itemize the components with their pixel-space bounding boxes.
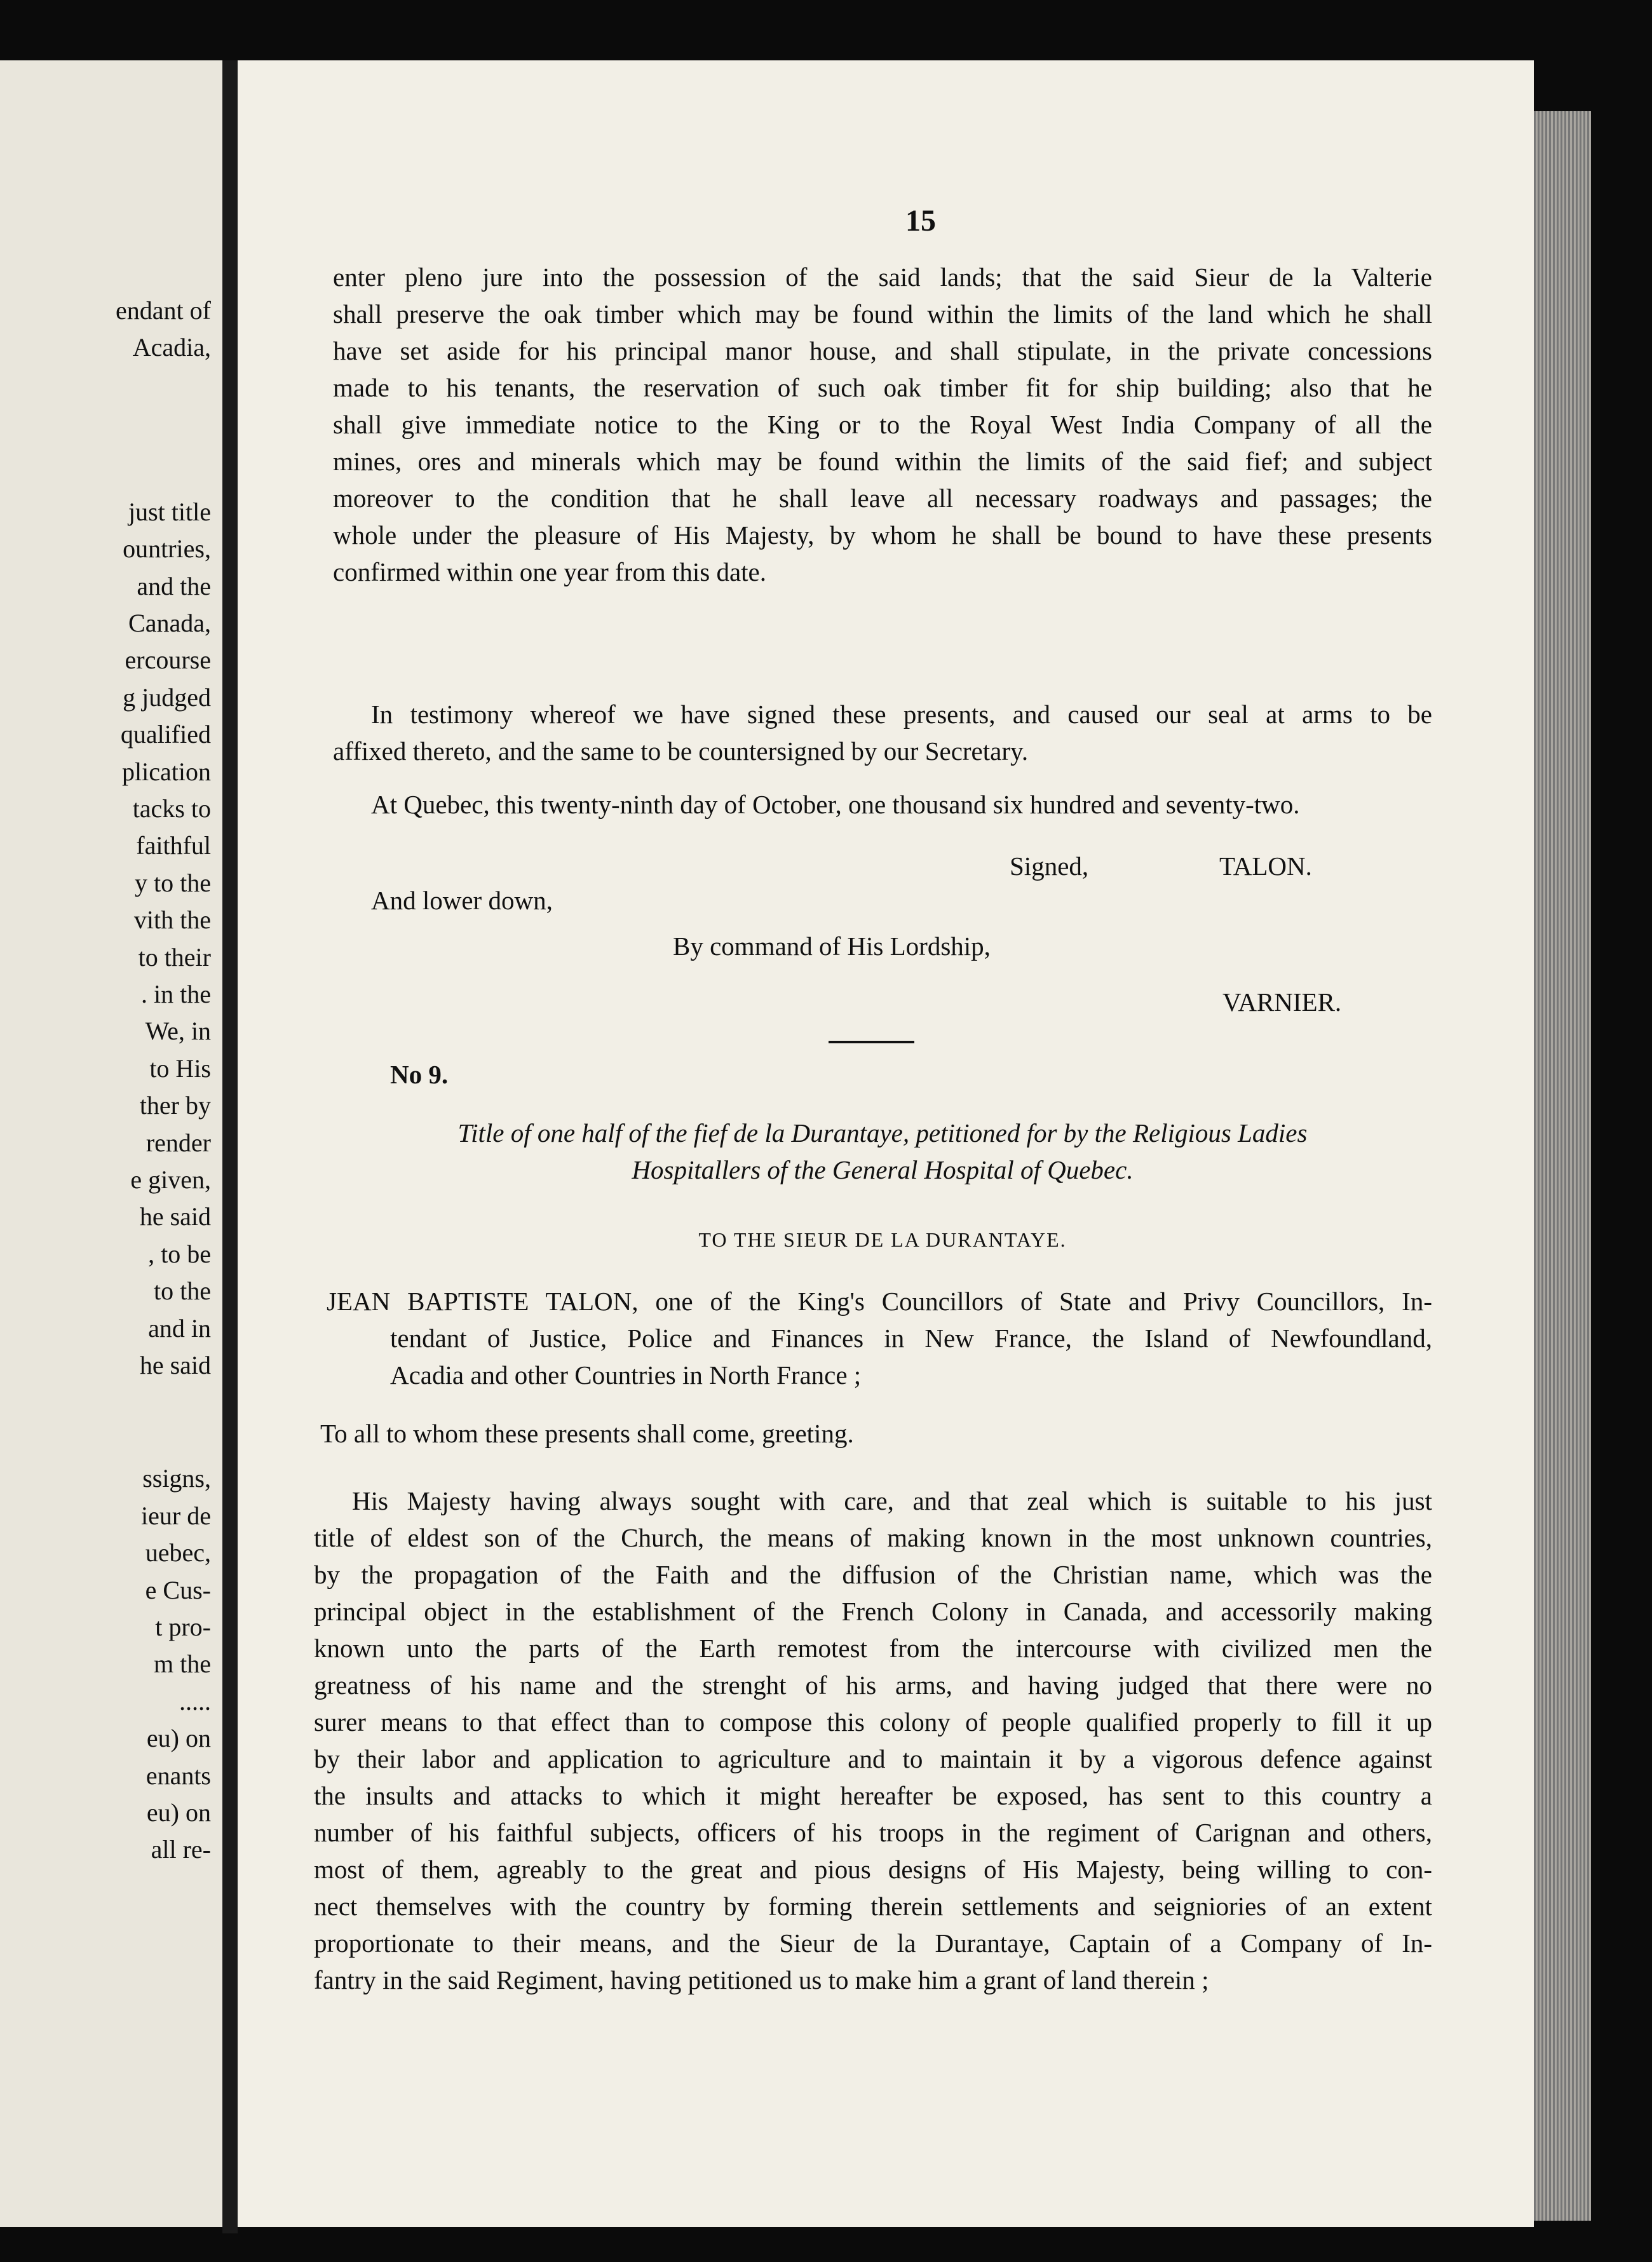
title-line: Hospitallers of the General Hospital of Quebec. [632, 1155, 1134, 1184]
by-command-label: By command of His Lordship, [673, 931, 991, 961]
text-line: shall give immediate notice to the King or to the Royal West India Company of all the [333, 410, 1432, 439]
secretary-name: VARNIER. [1222, 987, 1342, 1017]
text-line: title of eldest son of the Church, the means of making known in the most unknown countries, [314, 1523, 1432, 1552]
facing-page-fragment: render [146, 1128, 211, 1157]
text-line: known unto the parts of the Earth remotest from the intercourse with civilized men the [314, 1634, 1432, 1663]
text-line: moreover to the condition that he shall leave all necessary roadways and passages; the [333, 484, 1432, 513]
facing-page-fragment: e Cus- [145, 1575, 211, 1604]
facing-page-fragment: ssigns, [142, 1464, 211, 1493]
text-line: mines, ores and minerals which may be found within the limits of the said fief; and subject [333, 447, 1432, 476]
facing-page-fragment: qualified [120, 720, 211, 749]
text-line: whole under the pleasure of His Majesty, by whom he shall be bound to have these presents [333, 520, 1432, 550]
document-page [238, 60, 1534, 2227]
text-line: nect themselves with the country by forming therein settlements and seigniories of an extent [314, 1892, 1432, 1921]
facing-page-fragment: Acadia, [132, 333, 211, 362]
facing-page-fragment: e given, [130, 1165, 211, 1194]
facing-page-fragment: . in the [141, 980, 211, 1008]
facing-page-fragment: and the [137, 571, 211, 600]
page-fore-edge [1534, 111, 1591, 2221]
text-line: the insults and attacks to which it might hereafter be exposed, has sent to this country a [314, 1781, 1432, 1810]
facing-page-fragment: t pro- [155, 1613, 211, 1641]
body-paragraph [314, 1482, 1432, 1998]
facing-page-fragment: ountries, [123, 534, 211, 564]
text-line: by the propagation of the Faith and the diffusion of the Christian name, which was the [314, 1560, 1432, 1589]
facing-page-fragment: vith the [133, 905, 211, 935]
text-line: His Majesty having always sought with care, and that zeal which is suitable to his just [352, 1486, 1432, 1515]
text-line: greatness of his name and the strenght of his arms, and having judged that there were no [314, 1670, 1432, 1700]
facing-page-fragment: m the [154, 1649, 211, 1679]
facing-page-fragment: eu) on [146, 1798, 211, 1827]
facing-page-fragment: endant of [116, 296, 211, 325]
text-line: number of his faithful subjects, officers of his troops in the regiment of Carignan and others, [314, 1818, 1432, 1847]
facing-page-fragment: to the [154, 1277, 211, 1306]
text-line: tendant of Justice, Police and Finances in New France, the Island of Newfoundland, [390, 1324, 1432, 1353]
facing-page-fragment: g judged [123, 682, 211, 712]
continuation-paragraph [333, 259, 1432, 590]
facing-page-fragment: ercourse [125, 646, 211, 675]
facing-page-fragment: y to the [135, 868, 211, 897]
text-line: proportionate to their means, and the Sieur de la Durantaye, Captain of a Company of In- [314, 1928, 1432, 1958]
title-line: Title of one half of the fief de la Durantaye, petitioned for by the Religious Ladies [457, 1118, 1308, 1148]
facing-page-fragment: uebec, [145, 1538, 211, 1568]
place-date-line: At Quebec, this twenty-ninth day of October, one thousand six hundred and seventy-two. [371, 790, 1300, 819]
text-line: principal object in the establishment of the French Colony in Canada, and accessorily making [314, 1597, 1432, 1626]
testimony-paragraph [333, 696, 1432, 769]
text-line: surer means to that effect than to compose this colony of people qualified properly to fill it up [314, 1707, 1432, 1737]
facing-page-fragment: We, in [145, 1017, 211, 1046]
lower-down-label: And lower down, [371, 886, 553, 915]
facing-page-fragment: enants [146, 1761, 211, 1790]
text-line: most of them, agreably to the great and pious designs of His Majesty, being willing to con- [314, 1855, 1432, 1884]
text-line: In testimony whereof we have signed these presents, and caused our seal at arms to be [371, 700, 1432, 729]
facing-page-fragment: to their [138, 942, 211, 972]
text-line: Acadia and other Countries in North France ; [390, 1360, 862, 1390]
facing-page-edge [0, 60, 222, 2227]
text-line: by their labor and application to agriculture and to maintain it by a vigorous defence against [314, 1744, 1432, 1773]
text-line: JEAN BAPTISTE TALON, one of the King's Councillors of State and Privy Councillors, In- [327, 1287, 1432, 1316]
text-line: fantry in the said Regiment, having petitioned us to make him a grant of land therein ; [314, 1965, 1209, 1994]
section-divider [829, 1041, 914, 1043]
facing-page-fragment: he said [139, 1202, 211, 1231]
facing-page-fragment: to His [149, 1053, 211, 1083]
facing-page-fragment: just title [128, 497, 211, 526]
page-number: 15 [905, 204, 936, 238]
facing-page-fragment: , to be [148, 1239, 211, 1268]
text-line: confirmed within one year from this date. [333, 557, 766, 586]
signed-label: Signed, [1010, 851, 1089, 881]
facing-page-fragment: Canada, [128, 609, 211, 637]
facing-page-fragment: ..... [179, 1686, 211, 1716]
text-line: enter pleno jure into the possession of the said lands; that the said Sieur de la Valterie [333, 262, 1432, 292]
facing-page-fragment: and in [148, 1313, 211, 1343]
text-line: affixed thereto, and the same to be countersigned by our Secretary. [333, 736, 1029, 766]
facing-page-fragment: ther by [139, 1091, 211, 1120]
facing-page-fragment: tacks to [132, 794, 211, 823]
facing-page-fragment: ieur de [141, 1501, 211, 1530]
intendant-paragraph [327, 1283, 1432, 1393]
greeting-line: To all to whom these presents shall come, greeting. [320, 1419, 854, 1448]
facing-page-fragment: all re- [151, 1835, 211, 1864]
facing-page-fragment: plication [122, 757, 211, 786]
document-number: No 9. [390, 1060, 449, 1089]
signer-name: TALON. [1219, 851, 1312, 881]
addressee: TO THE SIEUR DE LA DURANTAYE. [698, 1228, 1067, 1251]
text-line: shall preserve the oak timber which may be found within the limits of the land which he shall [333, 299, 1432, 328]
text-line: made to his tenants, the reservation of such oak timber fit for ship building; also that he [333, 373, 1432, 402]
facing-page-fragment: eu) on [146, 1724, 211, 1753]
facing-page-fragment: he said [139, 1351, 211, 1379]
facing-page-fragment: faithful [136, 831, 211, 860]
text-line: have set aside for his principal manor house, and shall stipulate, in the private concessions [333, 336, 1432, 365]
book-gutter [222, 60, 238, 2233]
